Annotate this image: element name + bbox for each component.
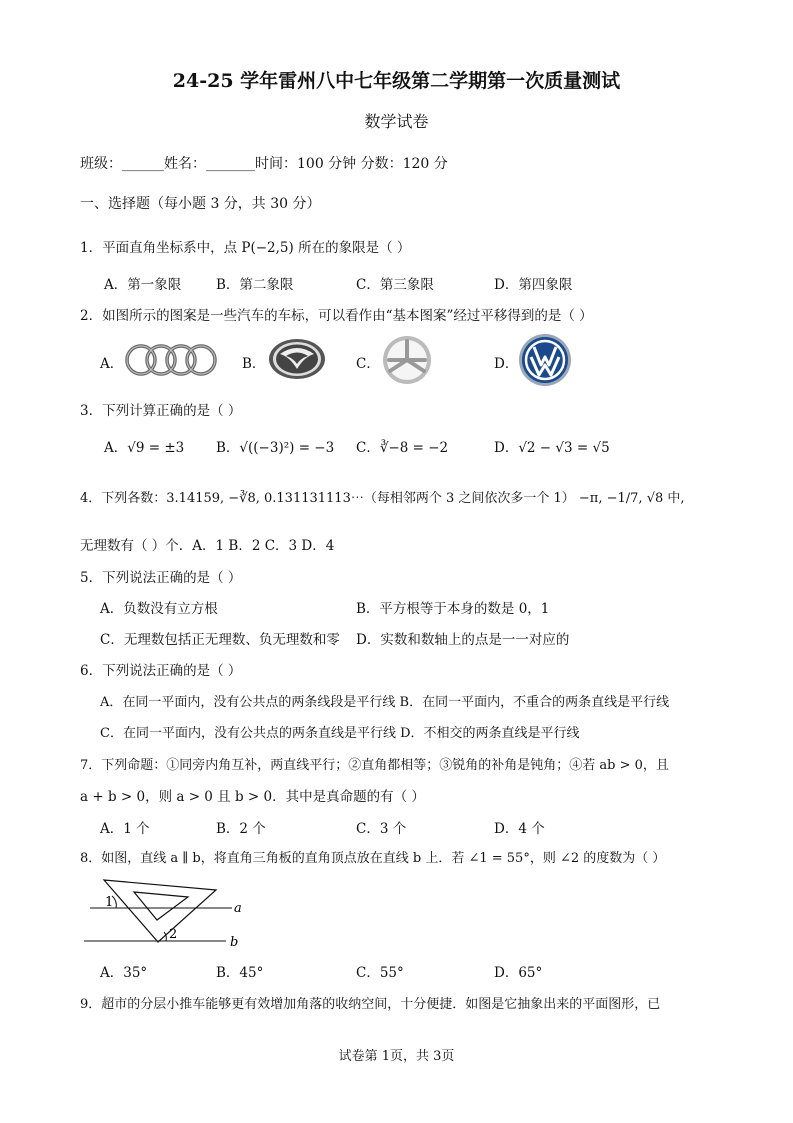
q5-option-a: A．负数没有立方根 xyxy=(100,601,218,617)
line-a-label: a xyxy=(234,901,242,916)
q5-stem: 5．下列说法正确的是（ ） xyxy=(80,570,242,586)
exam-subtitle: 数学试卷 xyxy=(364,112,429,131)
q5-option-d: D．实数和数轴上的点是一一对应的 xyxy=(356,632,570,648)
q8-figure xyxy=(80,868,260,958)
q8-option-d: D．65° xyxy=(494,965,543,981)
q7-stem: 7．下列命题：①同旁内角互补，两直线平行；②直角都相等；③锐角的补角是钝角；④若 ab > 0，且 xyxy=(80,758,669,773)
q1-option-b: B．第二象限 xyxy=(216,277,294,293)
q2-label-a: A． xyxy=(100,356,124,372)
vw-logo-icon xyxy=(518,333,572,391)
q8-option-a: A．35° xyxy=(100,965,148,981)
angle-1-label: 1 xyxy=(105,895,114,910)
q7-option-b: B．2 个 xyxy=(216,821,266,837)
q8-stem: 8．如图，直线 a ∥ b，将直角三角板的直角顶点放在直线 b 上．若 ∠1 = 55°，则 ∠2 的度数为（ ） xyxy=(80,851,666,866)
audi-rings-icon xyxy=(124,340,220,384)
q3-option-b: B．√((−3)²) = −3 xyxy=(216,440,335,456)
q1-option-c: C．第三象限 xyxy=(356,277,434,293)
exam-title: 24-25 学年雷州八中七年级第二学期第一次质量测试 xyxy=(172,70,621,92)
q4-stem-continued: 无理数有（ ）个．A．1 B．2 C．3 D．4 xyxy=(80,538,335,554)
q2-label-c: C． xyxy=(356,356,380,372)
q7-option-d: D．4 个 xyxy=(494,821,545,837)
student-info-line: 班级：______姓名：_______时间：100 分钟 分数：120 分 xyxy=(80,156,448,172)
q6-stem: 6．下列说法正确的是（ ） xyxy=(80,663,242,679)
mazda-logo-icon xyxy=(266,336,328,386)
q1-option-d: D．第四象限 xyxy=(494,277,573,293)
q8-option-b: B．45° xyxy=(216,965,264,981)
q7-option-a: A．1 个 xyxy=(100,821,150,837)
q7-stem-continued: a + b > 0，则 a > 0 且 b > 0．其中是真命题的有（ ） xyxy=(80,789,425,805)
line-b-label: b xyxy=(230,935,239,950)
section-heading: 一、选择题（每小题 3 分，共 30 分） xyxy=(80,196,321,212)
q1-stem: 1．平面直角坐标系中，点 P(−2,5) 所在的象限是（ ） xyxy=(80,240,411,256)
q6-options-line2: C．在同一平面内，没有公共点的两条直线是平行线 D．不相交的两条直线是平行线 xyxy=(100,726,580,741)
q3-option-a: A．√9 = ±3 xyxy=(104,440,185,456)
q4-stem: 4．下列各数：3.14159, −∛8, 0.131131113⋯（每相邻两个 3 之间依次多一个 1） −π, −1/7, √8 中, xyxy=(80,491,685,506)
q2-label-d: D． xyxy=(494,356,519,372)
q3-option-d: D．√2 − √3 = √5 xyxy=(494,440,610,456)
angle-2-label: 2 xyxy=(169,927,178,942)
q2-label-b: B． xyxy=(242,356,266,372)
q3-option-c: C．∛−8 = −2 xyxy=(356,440,449,456)
q5-option-c: C．无理数包括正无理数、负无理数和零 xyxy=(100,632,340,648)
q7-option-c: C．3 个 xyxy=(356,821,407,837)
benz-star-icon xyxy=(380,334,434,390)
q6-options-line1: A．在同一平面内，没有公共点的两条线段是平行线 B．在同一平面内，不重合的两条直线是平行线 xyxy=(100,695,670,710)
q2-stem: 2．如图所示的图案是一些汽车的车标，可以看作由“基本图案”经过平移得到的是（ ） xyxy=(80,308,593,324)
q5-option-b: B．平方根等于本身的数是 0，1 xyxy=(356,601,550,617)
q1-option-a: A．第一象限 xyxy=(104,277,182,293)
page-footer: 试卷第 1页，共 3页 xyxy=(338,1049,455,1064)
q8-option-c: C．55° xyxy=(356,965,404,981)
q3-stem: 3．下列计算正确的是（ ） xyxy=(80,403,242,419)
q9-stem: 9．超市的分层小推车能够更有效增加角落的收纳空间，十分便捷．如图是它抽象出来的平面图形，已 xyxy=(80,997,661,1012)
